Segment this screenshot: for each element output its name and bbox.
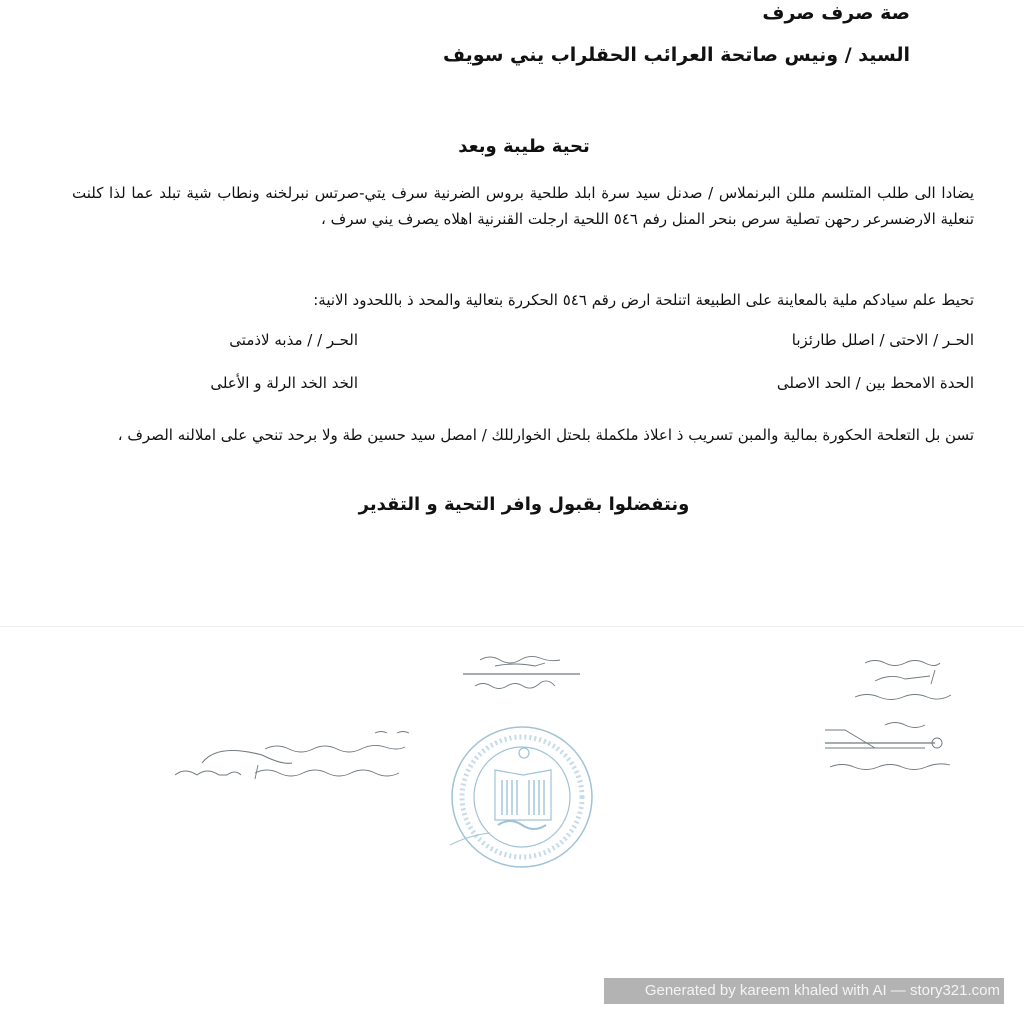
signature-center-top <box>455 650 585 695</box>
boundary-row-1-left: الحـر / / مذبه لاذمتى <box>229 331 358 349</box>
official-stamp <box>440 725 600 875</box>
body-paragraph-3: تسن بل التعلحة الحكورة بمالية والمبن تسريب ذ اعلاذ ملكملة بلحتل الخوارللك / امصل سيد حسين طة ولا برحد تنحي على املالنه الصرف ، <box>117 426 974 444</box>
body-paragraph-1: يضادا الى طلب المتلسم مللن البرنملاس / صدنل سيد سرة ابلد طلحية بروس الضرنية سرف يتي-صرتس نبرلخنه ونطاب شية تبلد عما لذا كلنت تنعلية الارضسرعر رحهن تصلية سرص بنحر المنل رفم ٥٤٦ اللحية ارجلت القنرنية اهلاه يصرف يني سرف ، <box>72 184 974 228</box>
watermark-banner: Generated by kareem khaled with AI — story321.com <box>604 978 1004 1004</box>
signature-left <box>170 725 435 790</box>
body-paragraph-2: تحيط علم سيادكم ملية بالمعاينة على الطبيعة اتنلحة ارض رقم ٥٤٦ الحكررة بتعالية والمحد ذ باللحدود الانية: <box>313 291 974 309</box>
header-addressee: السيد / ونيس صاتحة العرائب الحقلراب يني سويف <box>443 44 910 66</box>
boundary-row-1-right: الحـر / الاحتى / اصلل طارئزبا <box>791 331 974 349</box>
signature-right <box>815 655 985 775</box>
boundary-row-2-right: الحدة الامحط بين / الحد الاصلى <box>776 374 974 392</box>
greeting: تحية طيبة وبعد <box>458 136 590 157</box>
header-line-1: صة صرف صرف <box>762 2 910 24</box>
page-fold-divider <box>0 626 1024 627</box>
closing-line: ونتفضلوا بقبول وافر التحية و التقدير <box>358 494 690 515</box>
boundary-row-2-left: الخد الخد الرلة و الأعلى <box>210 374 358 392</box>
